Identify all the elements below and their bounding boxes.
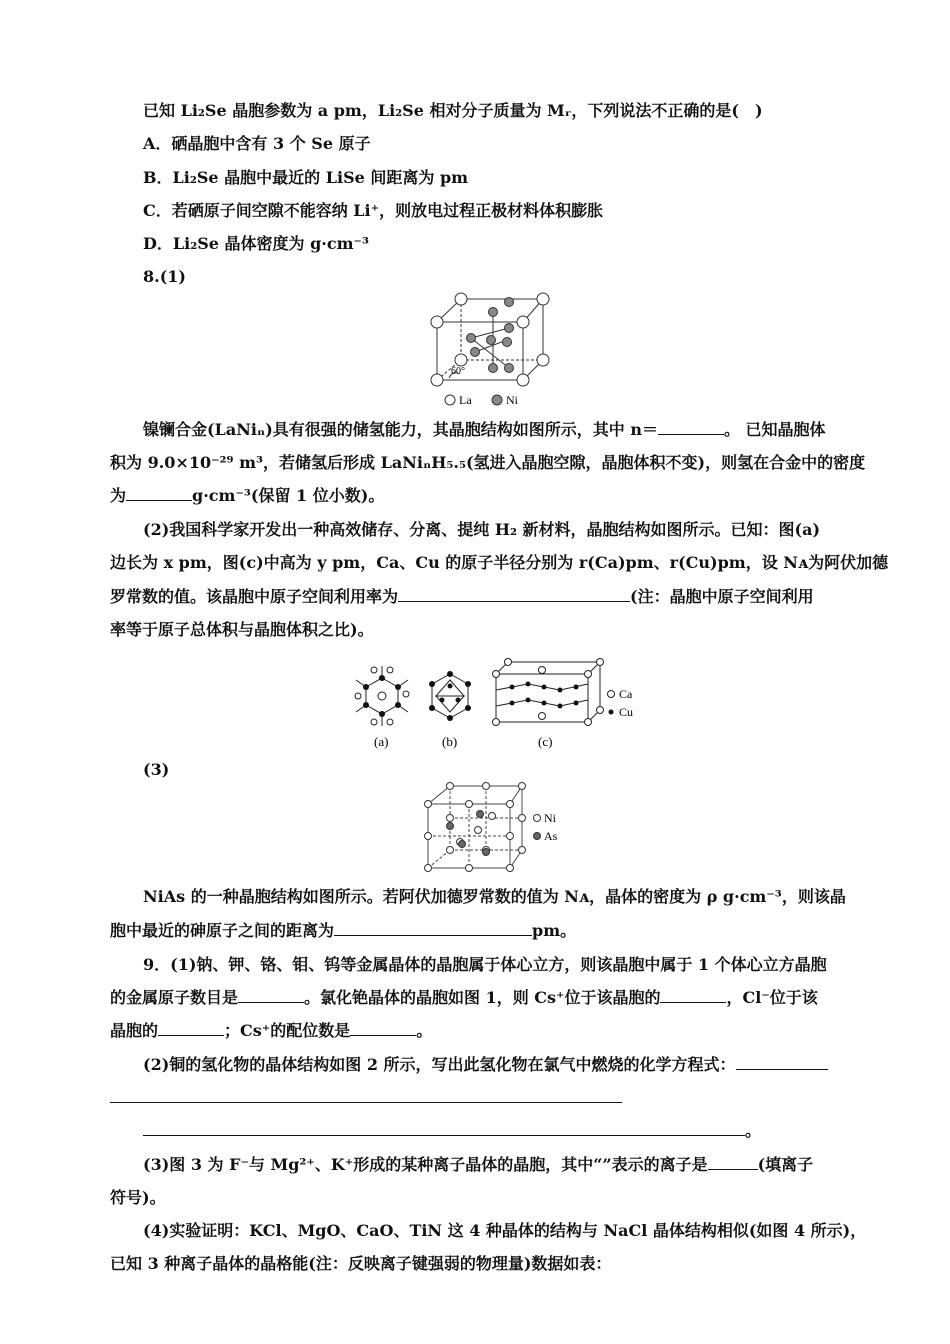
answer-blank-equation-3[interactable]: [143, 1121, 745, 1136]
cacu-structure-figure: [344, 656, 644, 752]
q8-label: 8.(1): [143, 267, 186, 286]
q7-option-a: A．硒晶胞中含有 3 个 Se 原子: [143, 134, 371, 153]
answer-blank-equation-2[interactable]: [110, 1088, 622, 1103]
q9-line8: 符号)。: [110, 1188, 166, 1207]
answer-blank-cl-position[interactable]: [158, 1021, 224, 1036]
q7-stem: 已知 Li₂Se 晶胞参数为 a pm，Li₂Se 相对分子质量为 Mᵣ，下列说法不正确的是( ): [143, 101, 763, 120]
answer-blank-atom-count[interactable]: [238, 988, 304, 1003]
q8-p3-line1: NiAs 的一种晶胞结构如图所示。若阿伏加德罗常数的值为 Nᴀ，晶体的密度为 ρ g·cm⁻³，则该晶: [143, 887, 846, 906]
as-atom: [477, 811, 484, 818]
q8-p2-line2: 边长为 x pm，图(c)中高为 y pm，Ca、Cu 的原子半径分别为 r(Ca)pm、r(Cu)pm，设 Nᴀ为阿伏加德: [110, 553, 889, 572]
ni-atom: [425, 801, 432, 808]
la-atom: [455, 293, 467, 305]
q8-p1-line2: 积为 9.0×10⁻²⁹ m³，若储氢后形成 LaNiₙH₅.₅(氢进入晶胞空隙，晶胞体积不变)，则氢在合金中的密度: [110, 453, 866, 472]
answer-blank-cs-position[interactable]: [660, 988, 726, 1003]
ni-atom: [483, 783, 490, 790]
ni-atom: [487, 336, 496, 345]
answer-blank-coordination[interactable]: [350, 1021, 416, 1036]
lani-crystal-figure: [425, 290, 555, 412]
q8-p1-line1: 镍镧合金(LaNiₙ)具有很强的储氢能力，其晶胞结构如图所示，其中 n＝ 。 已知晶胞体: [143, 420, 826, 439]
caption-c: (c): [538, 734, 553, 749]
q9-line5: [110, 1088, 840, 1108]
legend-ni: Ni: [544, 811, 556, 825]
legend-ca: Ca: [619, 687, 633, 701]
la-atom: [431, 374, 443, 386]
q8-p1-line3: 为 g·cm⁻³(保留 1 位小数)。: [110, 486, 385, 505]
ni-atom: [466, 865, 473, 872]
legend-la: La: [459, 393, 472, 407]
ni-atom: [519, 783, 526, 790]
q9-line3: 晶胞的 ；Cs⁺的配位数是 。: [110, 1021, 433, 1040]
ni-atom: [489, 813, 496, 820]
q7-option-c: C．若硒原子间空隙不能容纳 Li⁺，则放电过程正极材料体积膨胀: [143, 201, 604, 220]
answer-blank-equation-1[interactable]: [736, 1055, 828, 1070]
caption-b: (b): [442, 734, 458, 749]
la-atom: [455, 354, 467, 366]
q8-p2-line4: 率等于原子总体积与晶胞体积之比)。: [110, 620, 374, 639]
ni-atom: [519, 815, 526, 822]
la-atom: [431, 316, 443, 328]
angle-label: 60°: [451, 366, 465, 377]
q8-p2-line3: 罗常数的值。该晶胞中原子空间利用率为 (注：晶胞中原子空间利用: [110, 587, 814, 606]
q8-p3-label: (3): [143, 760, 170, 779]
answer-blank-distance[interactable]: [334, 921, 532, 936]
q9-line2: 的金属原子数目是 。氯化铯晶体的晶胞如图 1，则 Cs⁺位于该晶胞的 ，Cl⁻位于该: [110, 988, 818, 1007]
q9-line4: (2)铜的氢化物的晶体结构如图 2 所示，写出此氢化物在氯气中燃烧的化学方程式：: [143, 1055, 828, 1075]
q7-option-d: D．Li₂Se 晶体密度为 g·cm⁻³: [143, 234, 369, 253]
nias-crystal-figure: [420, 780, 570, 878]
q7-option-b: B．Li₂Se 晶胞中最近的 LiSe 间距离为 pm: [143, 168, 469, 187]
ni-atom: [467, 334, 476, 343]
q8-p3-line2: 胞中最近的砷原子之间的距离为 pm。: [110, 921, 577, 940]
q9-line7: (3)图 3 为 F⁻与 Mg²⁺、K⁺形成的某种离子晶体的晶胞，其中“”表示的离子是 (填离子: [143, 1155, 814, 1174]
ni-atom: [425, 865, 432, 872]
q9-line9: (4)实验证明：KCl、MgO、CaO、TiN 这 4 种晶体的结构与 NaCl 晶体结构相似(如图 4 所示)，: [143, 1221, 867, 1240]
as-atom: [483, 849, 490, 856]
q8-p2-line1: (2)我国科学家开发出一种高效储存、分离、提纯 H₂ 新材料，晶胞结构如图所示。已知：图(a): [143, 520, 821, 539]
q9-line10: 已知 3 种离子晶体的晶格能(注：反映离子键强弱的物理量)数据如表：: [110, 1254, 612, 1273]
caption-a: (a): [374, 734, 389, 749]
legend-ni: Ni: [506, 393, 518, 407]
answer-blank-utilization[interactable]: [398, 587, 630, 602]
ni-atom: [519, 847, 526, 854]
la-atom: [517, 316, 529, 328]
legend-as: As: [544, 829, 558, 843]
ni-atom: [505, 324, 514, 333]
ni-atom: [505, 364, 514, 373]
answer-blank-n[interactable]: [658, 420, 724, 435]
ni-atom: [507, 833, 514, 840]
answer-blank-density[interactable]: [126, 486, 192, 501]
ni-atom: [447, 783, 454, 790]
ni-atom: [447, 847, 454, 854]
ni-atom: [425, 833, 432, 840]
q9-line1: 9．(1)钠、钾、铬、钼、钨等金属晶体的晶胞属于体心立方，则该晶胞中属于 1 个体心立方晶胞: [143, 955, 827, 974]
ni-atom: [507, 801, 514, 808]
ni-atom: [489, 364, 498, 373]
q9-line6: 。: [143, 1121, 761, 1141]
as-atom: [447, 823, 454, 830]
ni-atom: [466, 801, 473, 808]
ni-atom: [505, 298, 514, 307]
ni-atom: [503, 338, 512, 347]
la-atom: [537, 354, 549, 366]
la-atom: [537, 293, 549, 305]
ni-atom: [489, 308, 498, 317]
as-atom: [459, 841, 466, 848]
ni-atom: [471, 348, 480, 357]
ni-atom: [507, 865, 514, 872]
la-atom: [517, 374, 529, 386]
ni-atom: [447, 815, 454, 822]
answer-blank-ion[interactable]: [708, 1155, 758, 1170]
legend-cu: Cu: [619, 705, 634, 719]
ni-atom: [475, 827, 482, 834]
